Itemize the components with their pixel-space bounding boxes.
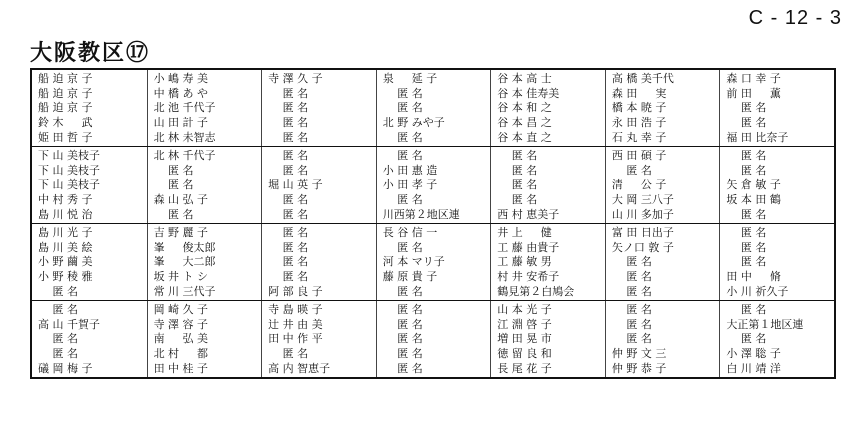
donor-name: 匿 名 bbox=[726, 332, 767, 346]
donor-name: 峯 俊太郎 bbox=[153, 240, 216, 254]
donor-name: 田 中 作 平 bbox=[268, 332, 323, 346]
donor-name: 匿 名 bbox=[726, 116, 767, 130]
donor-name: 匿 名 bbox=[382, 193, 423, 207]
page-code: C - 12 - 3 bbox=[748, 7, 842, 29]
donor-name: 匿 名 bbox=[726, 208, 767, 222]
donor-name: 匿 名 bbox=[153, 178, 194, 192]
donor-name: 小 田 孝 子 bbox=[382, 178, 438, 192]
donor-name: 谷 本 高 士 bbox=[497, 71, 552, 85]
donor-name: 森 田 実 bbox=[611, 86, 667, 100]
donor-name: 高 橋 美千代 bbox=[611, 71, 674, 85]
donor-name: 匿 名 bbox=[382, 131, 423, 145]
roster-column bbox=[490, 147, 605, 223]
donor-name: 北 池 千代子 bbox=[153, 101, 216, 115]
donor-name: 下 山 美枝子 bbox=[38, 178, 100, 192]
donor-name: 大正第１地区連 bbox=[726, 317, 804, 331]
donor-name: 前 田 薫 bbox=[726, 86, 781, 100]
donor-name: 阿 部 良 子 bbox=[268, 285, 323, 299]
donor-name: 谷 本 昌 之 bbox=[497, 116, 552, 130]
page-title: 大阪教区⑰ bbox=[30, 41, 151, 66]
donor-name: 北 林 未智志 bbox=[153, 131, 216, 145]
donor-name: 仲 野 恭 子 bbox=[611, 362, 667, 376]
donor-name: 川西第２地区連 bbox=[382, 208, 460, 222]
roster-column bbox=[605, 70, 720, 146]
roster-column bbox=[261, 301, 376, 377]
donor-name: 匿 名 bbox=[268, 240, 309, 254]
donor-name: 匿 名 bbox=[268, 193, 309, 207]
donor-name: 南 弘 美 bbox=[153, 332, 209, 346]
donor-name: 田 中 脩 bbox=[726, 270, 781, 284]
roster-column bbox=[147, 70, 262, 146]
donor-name: 清 公 子 bbox=[611, 178, 667, 192]
donor-name: 中 橋 あ や bbox=[153, 86, 209, 100]
donor-name: 白 川 靖 洋 bbox=[726, 362, 781, 376]
donor-name: 永 田 浩 子 bbox=[611, 116, 667, 130]
donor-name: 匿 名 bbox=[268, 131, 309, 145]
donor-name: 匿 名 bbox=[726, 163, 767, 177]
donor-name: 島 川 光 子 bbox=[38, 225, 93, 239]
donor-name: 匿 名 bbox=[726, 148, 767, 162]
donor-name: 北 野 みや子 bbox=[382, 116, 445, 130]
donor-name: 匿 名 bbox=[726, 302, 767, 316]
donor-name: 矢 倉 敏 子 bbox=[726, 178, 781, 192]
donor-name: 匿 名 bbox=[382, 332, 423, 346]
donor-name: 小 野 繭 美 bbox=[38, 255, 93, 269]
roster-column bbox=[147, 301, 262, 377]
donor-name: 下 山 美枝子 bbox=[38, 163, 100, 177]
donor-name: 増 田 晃 市 bbox=[497, 332, 552, 346]
donor-name: 船 迫 京 子 bbox=[38, 86, 93, 100]
donor-name: 石 丸 幸 子 bbox=[611, 131, 667, 145]
roster-column bbox=[261, 224, 376, 300]
donor-name: 峯 大二郎 bbox=[153, 255, 216, 269]
donor-name: 匿 名 bbox=[611, 302, 652, 316]
donor-name: 匿 名 bbox=[268, 148, 309, 162]
donor-name: 匿 名 bbox=[268, 163, 309, 177]
donor-name: 匿 名 bbox=[38, 332, 78, 346]
donor-name: 富 田 日出子 bbox=[611, 225, 674, 239]
donor-name: 村 井 安希子 bbox=[497, 270, 560, 284]
donor-name: 吉 野 麗 子 bbox=[153, 225, 209, 239]
donor-name: 匿 名 bbox=[382, 317, 423, 331]
donor-name: 匿 名 bbox=[382, 362, 423, 376]
roster-column bbox=[719, 301, 834, 377]
donor-name: 匿 名 bbox=[726, 101, 767, 115]
roster-column bbox=[719, 147, 834, 223]
roster-block bbox=[32, 223, 834, 300]
donor-name: 島 川 悦 治 bbox=[38, 208, 93, 222]
donor-name: 匿 名 bbox=[382, 285, 423, 299]
roster-column bbox=[719, 70, 834, 146]
donor-name: 小 嶋 寿 美 bbox=[153, 71, 209, 85]
roster-column bbox=[376, 301, 491, 377]
donor-name: 大 岡 三八子 bbox=[611, 193, 674, 207]
donor-name: 匿 名 bbox=[611, 163, 652, 177]
donor-name: 田 中 桂 子 bbox=[153, 362, 209, 376]
donor-name: 谷 本 直 之 bbox=[497, 131, 552, 145]
donor-name: 匿 名 bbox=[268, 86, 309, 100]
donor-name: 船 迫 京 子 bbox=[38, 71, 93, 85]
roster-column bbox=[32, 301, 147, 377]
roster-column bbox=[376, 70, 491, 146]
donor-name: 高 山 千賀子 bbox=[38, 317, 100, 331]
donor-name: 山 川 多加子 bbox=[611, 208, 674, 222]
donor-name: 匿 名 bbox=[38, 347, 78, 361]
donor-name: 坂 井 ト シ bbox=[153, 270, 209, 284]
donor-name: 匿 名 bbox=[38, 285, 78, 299]
donor-name: 中 村 秀 子 bbox=[38, 193, 93, 207]
roster-block bbox=[32, 146, 834, 223]
donor-name: 橋 本 暁 子 bbox=[611, 101, 667, 115]
donor-name: 森 山 弘 子 bbox=[153, 193, 209, 207]
donor-name: 岡 崎 久 子 bbox=[153, 302, 209, 316]
donor-name: 匿 名 bbox=[497, 148, 538, 162]
roster-column bbox=[490, 224, 605, 300]
donor-name: 船 迫 京 子 bbox=[38, 101, 93, 115]
donor-name: 匿 名 bbox=[497, 178, 538, 192]
donor-name: 小 川 祈久子 bbox=[726, 285, 789, 299]
donor-name: 下 山 美枝子 bbox=[38, 148, 100, 162]
donor-name: 高 内 智恵子 bbox=[268, 362, 331, 376]
donor-name: 山 本 光 子 bbox=[497, 302, 552, 316]
donor-name: 辻 井 由 美 bbox=[268, 317, 323, 331]
donor-name: 匿 名 bbox=[611, 332, 652, 346]
roster-column bbox=[376, 147, 491, 223]
donor-name: 鶴見第２白鳩会 bbox=[497, 285, 575, 299]
donor-name: 小 田 惠 造 bbox=[382, 163, 438, 177]
donor-name: 河 本 マリ子 bbox=[382, 255, 445, 269]
donor-name: 匿 名 bbox=[611, 270, 652, 284]
donor-name: 匿 名 bbox=[268, 116, 309, 130]
donor-name: 匿 名 bbox=[382, 302, 423, 316]
roster-column bbox=[32, 70, 147, 146]
donor-name: 西 田 碩 子 bbox=[611, 148, 667, 162]
donor-name: 匿 名 bbox=[382, 101, 423, 115]
roster-column bbox=[147, 224, 262, 300]
donor-name: 匿 名 bbox=[497, 193, 538, 207]
donor-name: 匿 名 bbox=[726, 225, 767, 239]
donor-name: 寺 島 暎 子 bbox=[268, 302, 323, 316]
roster-column bbox=[605, 301, 720, 377]
donor-name: 匿 名 bbox=[382, 347, 423, 361]
donor-name: 井 上 健 bbox=[497, 225, 552, 239]
donor-name: 坂 本 田 鶴 bbox=[726, 193, 781, 207]
roster-column bbox=[376, 224, 491, 300]
roster-column bbox=[261, 70, 376, 146]
donor-name: 谷 本 佳寿美 bbox=[497, 86, 560, 100]
donor-name: 島 川 美 絵 bbox=[38, 240, 93, 254]
donor-name: 匿 名 bbox=[382, 240, 423, 254]
roster-column bbox=[261, 147, 376, 223]
donor-name: 匿 名 bbox=[611, 255, 652, 269]
donor-name: 長 谷 信 一 bbox=[382, 225, 438, 239]
donor-name: 匿 名 bbox=[268, 208, 309, 222]
roster-column bbox=[490, 70, 605, 146]
donor-name: 匿 名 bbox=[726, 240, 767, 254]
donor-name: 匿 名 bbox=[611, 285, 652, 299]
donor-name: 森 口 幸 子 bbox=[726, 71, 781, 85]
donor-name: 匿 名 bbox=[268, 347, 309, 361]
roster-block bbox=[32, 300, 834, 377]
donor-name: 堀 山 英 子 bbox=[268, 178, 323, 192]
donor-name: 矢ノ口 敦 子 bbox=[611, 240, 674, 254]
donor-name: 匿 名 bbox=[497, 163, 538, 177]
donor-name: 小 野 稜 雅 bbox=[38, 270, 93, 284]
roster-column bbox=[490, 301, 605, 377]
donor-name: 北 林 千代子 bbox=[153, 148, 216, 162]
donor-name: 礒 岡 梅 子 bbox=[38, 362, 93, 376]
donor-name: 泉 延 子 bbox=[382, 71, 438, 85]
donor-name: 山 田 計 子 bbox=[153, 116, 209, 130]
donor-name: 匿 名 bbox=[382, 148, 423, 162]
donor-name: 谷 本 和 之 bbox=[497, 101, 552, 115]
donor-name: 常 川 三代子 bbox=[153, 285, 216, 299]
donor-name: 工 藤 敏 男 bbox=[497, 255, 552, 269]
donor-name: 徳 留 良 和 bbox=[497, 347, 552, 361]
roster-block bbox=[32, 70, 834, 146]
donor-name: 北 村 都 bbox=[153, 347, 209, 361]
roster-column bbox=[32, 224, 147, 300]
donor-name: 小 澤 聡 子 bbox=[726, 347, 781, 361]
donor-name: 仲 野 文 三 bbox=[611, 347, 667, 361]
donor-name: 工 藤 由貴子 bbox=[497, 240, 560, 254]
donor-name: 寺 澤 容 子 bbox=[153, 317, 209, 331]
donor-name: 匿 名 bbox=[726, 255, 767, 269]
donor-name: 匿 名 bbox=[38, 302, 78, 316]
donor-name: 藤 原 貴 子 bbox=[382, 270, 438, 284]
roster-column bbox=[605, 224, 720, 300]
donor-name: 福 田 比奈子 bbox=[726, 131, 789, 145]
donor-name: 匿 名 bbox=[268, 225, 309, 239]
donor-name: 匿 名 bbox=[268, 101, 309, 115]
roster-column bbox=[719, 224, 834, 300]
donor-name: 鈴 木 武 bbox=[38, 116, 93, 130]
roster-column bbox=[32, 147, 147, 223]
donor-name: 匿 名 bbox=[153, 163, 194, 177]
donor-name: 姫 田 哲 子 bbox=[38, 131, 93, 145]
donor-name: 匿 名 bbox=[611, 317, 652, 331]
donor-name: 長 尾 花 子 bbox=[497, 362, 552, 376]
roster-column bbox=[605, 147, 720, 223]
donor-name: 西 村 恵美子 bbox=[497, 208, 560, 222]
donor-name: 匿 名 bbox=[268, 270, 309, 284]
donor-roster-table bbox=[30, 68, 836, 379]
donor-name: 匿 名 bbox=[382, 86, 423, 100]
donor-name: 匿 名 bbox=[268, 255, 309, 269]
donor-name: 寺 澤 久 子 bbox=[268, 71, 323, 85]
donor-name: 江 淵 啓 子 bbox=[497, 317, 552, 331]
donor-name: 匿 名 bbox=[153, 208, 194, 222]
roster-column bbox=[147, 147, 262, 223]
